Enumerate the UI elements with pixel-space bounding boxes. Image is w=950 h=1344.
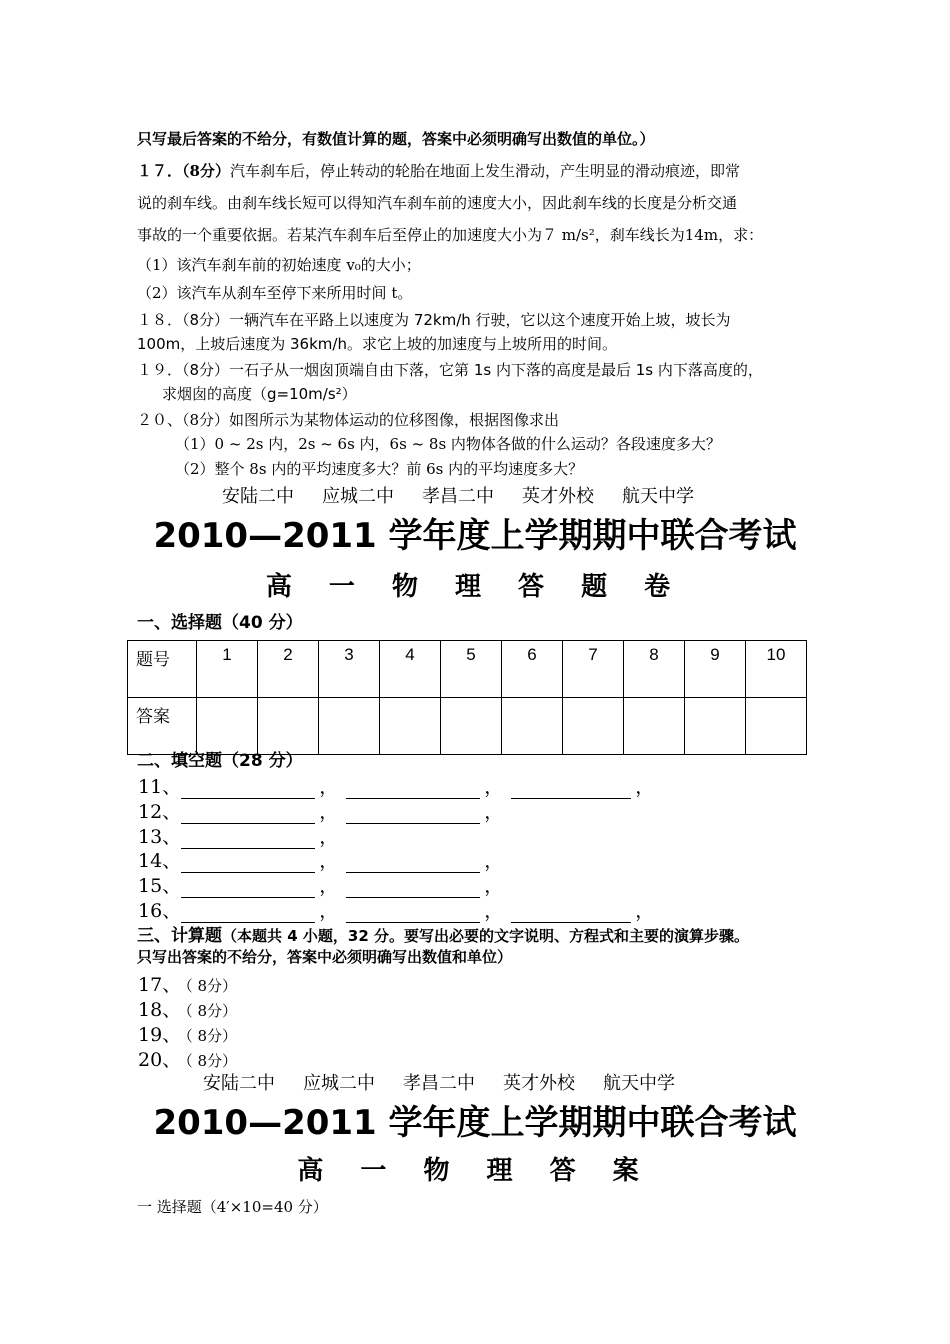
question-17-number: １７．（8分）: [137, 162, 230, 180]
calc-row: [138, 970, 237, 997]
question-17-sub2: （2）该汽车从刹车至停下来所用时间 t。: [137, 284, 413, 302]
calc-score: （ 8分）: [185, 1052, 237, 1070]
fill-in-number: 11、: [138, 776, 182, 798]
question-19-line2: 求烟囱的高度（g=10m/s²）: [162, 385, 357, 403]
answer-cell[interactable]: [624, 698, 685, 755]
table-row: [128, 641, 807, 698]
answer-cell[interactable]: [319, 698, 380, 755]
question-17-line3: 事故的一个重要依据。若某汽车刹车后至停止的加速度大小为７ m/s²，刹车线长为14m，求：: [137, 226, 764, 244]
comma-separator: ，: [484, 776, 504, 798]
question-19-line1: １９．（8分）一石子从一烟囱顶端自由下落，它第 1s 内下落的高度是最后 1s 内下落高度的，: [137, 361, 763, 379]
question-17-line2: 说的刹车线。由刹车线长短可以得知汽车刹车前的速度大小，因此刹车线的长度是分析交通: [137, 194, 738, 212]
comma-separator: ，: [319, 776, 339, 798]
exam-title-2: 2010—2011 学年度上学期期中联合考试: [153, 1103, 797, 1143]
school-name: 英才外校: [522, 486, 594, 507]
table-cell: 7: [563, 641, 624, 698]
calc-number: 20、: [138, 1049, 182, 1071]
table-cell: 1: [197, 641, 258, 698]
school-name: 安陆二中: [203, 1073, 275, 1094]
fill-in-row: [138, 846, 511, 873]
comma-separator: ，: [319, 800, 339, 823]
question-18-line2: 100m，上坡后速度为 36km/h。求它上坡的加速度与上坡所用的时间。: [137, 335, 617, 353]
table-cell: 2: [258, 641, 319, 698]
question-18-line1: １８．（8分）一辆汽车在平路上以速度为 72km/h 行驶，它以这个速度开始上坡，坡长为: [137, 311, 731, 329]
calc-row: [138, 1020, 237, 1047]
school-name: 航天中学: [622, 486, 694, 507]
table-cell: 3: [319, 641, 380, 698]
comma-separator: ，: [484, 900, 504, 922]
fill-in-number: 15、: [138, 875, 182, 898]
exam-title: 2010—2011 学年度上学期期中联合考试: [153, 516, 797, 556]
answer-cell[interactable]: [563, 698, 624, 755]
calc-score: （ 8分）: [185, 1002, 237, 1020]
school-name: 应城二中: [322, 486, 394, 507]
calc-score: （ 8分）: [185, 1027, 237, 1045]
fill-in-row: [138, 797, 511, 824]
section-choice-heading: 一、选择题（40 分）: [137, 613, 303, 633]
answer-cell[interactable]: [746, 698, 807, 755]
section-calc-label: 三、计算题: [137, 926, 222, 946]
comma-separator: ，: [319, 900, 339, 922]
fill-in-number: 13、: [138, 825, 182, 848]
section-calc-note2: 只写出答案的不给分，答案中必须明确写出数值和单位）: [137, 948, 513, 966]
comma-separator: ，: [484, 875, 504, 898]
instructions-continued: 只写最后答案的不给分，有数值计算的题，答案中必须明确写出数值的单位。）: [137, 130, 655, 148]
section-calc-heading: [137, 921, 749, 946]
comma-separator: ，: [484, 850, 504, 873]
school-name: 孝昌二中: [403, 1073, 475, 1094]
comma-separator: ，: [319, 850, 339, 873]
sheet-title: 高 一 物 理 答 题 卷: [265, 572, 685, 602]
answer-section1-heading: 一 选择题（4′×10=40 分）: [137, 1198, 328, 1216]
answer-key-title: 高 一 物 理 答 案: [297, 1156, 653, 1186]
school-name: 安陆二中: [222, 486, 294, 507]
answer-cell[interactable]: [441, 698, 502, 755]
schools-header: [222, 482, 722, 508]
answer-blank[interactable]: [511, 780, 631, 799]
school-name: 英才外校: [503, 1073, 575, 1094]
fill-in-row: [138, 772, 662, 799]
answer-blank[interactable]: [346, 805, 480, 824]
section-fill-heading: 二、填空题（28 分）: [137, 751, 303, 771]
calc-number: 19、: [138, 1024, 182, 1046]
table-cell: 9: [685, 641, 746, 698]
answer-cell[interactable]: [502, 698, 563, 755]
calc-row: [138, 995, 237, 1022]
comma-separator: ，: [635, 900, 655, 922]
table-header-answer: 答案: [128, 698, 197, 755]
table-cell: 4: [380, 641, 441, 698]
comma-separator: ，: [635, 776, 655, 798]
table-header-question-number: 题号: [128, 641, 197, 698]
section-calc-note: （本题共 4 小题，32 分。要写出必要的文字说明、方程式和主要的演算步骤。: [222, 927, 749, 945]
question-17-sub1: （1）该汽车刹车前的初始速度 v₀的大小；: [137, 256, 421, 274]
answer-table: [127, 640, 807, 755]
calc-row: [138, 1045, 237, 1072]
comma-separator: ，: [319, 875, 339, 898]
school-name: 应城二中: [303, 1073, 375, 1094]
table-cell: 5: [441, 641, 502, 698]
school-name: 孝昌二中: [422, 486, 494, 507]
table-cell: 6: [502, 641, 563, 698]
table-cell: 8: [624, 641, 685, 698]
fill-in-number: 16、: [138, 900, 182, 922]
question-20-sub2: （2）整个 8s 内的平均速度多大？前 6s 内的平均速度多大？: [175, 460, 584, 478]
fill-in-number: 12、: [138, 800, 182, 823]
question-20-line1: ２０、（8分）如图所示为某物体运动的位移图像，根据图像求出: [137, 411, 560, 429]
calc-score: （ 8分）: [185, 977, 237, 995]
fill-in-row: [138, 896, 662, 923]
comma-separator: ，: [319, 825, 339, 848]
school-name: 航天中学: [603, 1073, 675, 1094]
comma-separator: ，: [484, 800, 504, 823]
question-20-sub1: （1）0 ~ 2s 内，2s ~ 6s 内，6s ~ 8s 内物体各做的什么运动？各段速度多大？: [175, 435, 721, 453]
question-17-text: 汽车刹车后，停止转动的轮胎在地面上发生滑动，产生明显的滑动痕迹，即常: [229, 162, 740, 180]
fill-in-row: [138, 871, 511, 898]
answer-cell[interactable]: [380, 698, 441, 755]
fill-in-row: [138, 822, 346, 849]
answer-cell[interactable]: [685, 698, 746, 755]
fill-in-number: 14、: [138, 850, 182, 873]
schools-header: [203, 1069, 703, 1095]
calc-number: 18、: [138, 999, 182, 1021]
table-cell: 10: [746, 641, 807, 698]
question-17-line1: [137, 160, 740, 181]
calc-number: 17、: [138, 974, 182, 996]
